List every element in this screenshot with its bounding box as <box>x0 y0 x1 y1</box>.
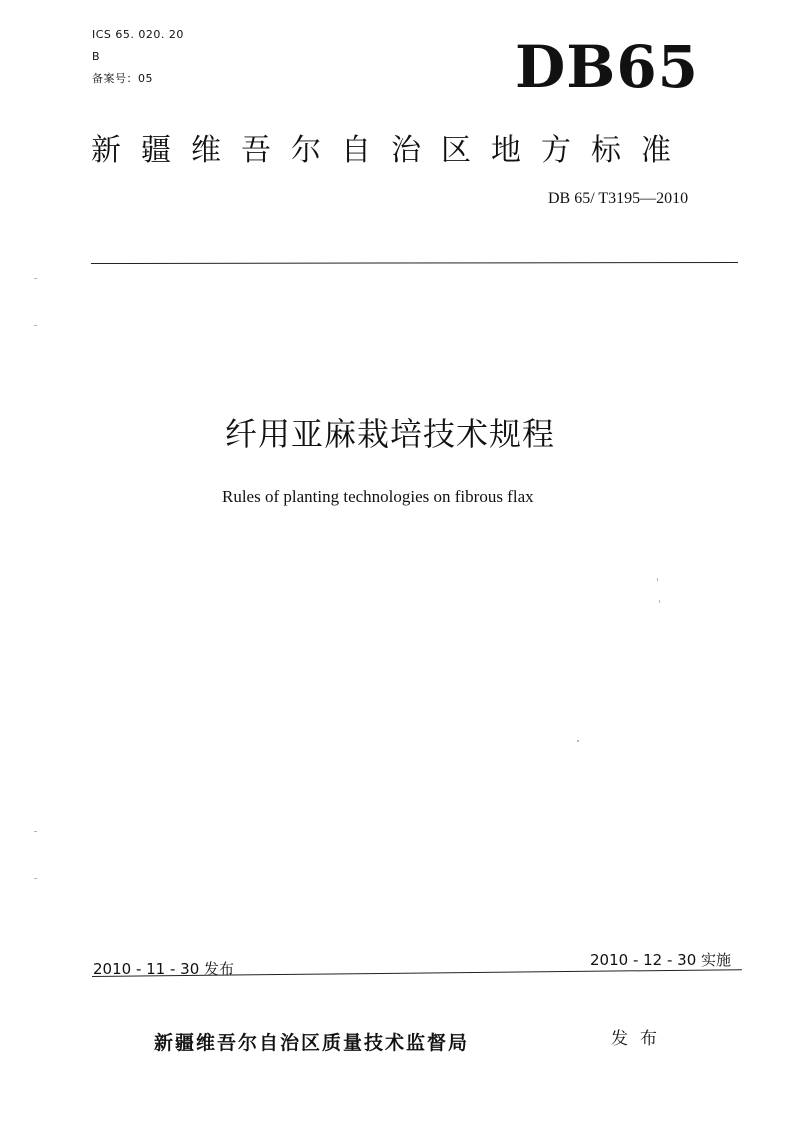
issue-label: 发布 <box>611 1029 669 1049</box>
scan-speck <box>34 878 37 879</box>
top-divider <box>91 262 738 264</box>
scan-speck <box>577 740 579 742</box>
scan-speck <box>659 600 660 603</box>
scan-speck <box>34 325 37 326</box>
scan-speck <box>34 831 37 832</box>
classification-code: B <box>92 50 101 63</box>
issue-date: 2010 - 11 - 30 发布 <box>93 960 235 978</box>
implementation-date: 2010 - 12 - 30 实施 <box>590 951 732 969</box>
standard-number: DB 65/ T3195—2010 <box>548 190 689 207</box>
record-number: 备案号：05 <box>92 72 153 85</box>
scan-speck <box>34 278 37 279</box>
db-logo: DB65 <box>515 33 700 101</box>
document-title-chinese: 纤用亚麻栽培技术规程 <box>225 415 556 453</box>
ics-code: ICS 65. 020. 20 <box>92 28 184 41</box>
scan-speck <box>657 578 658 581</box>
standard-type-heading: 新疆维吾尔自治区地方标准 <box>91 133 691 168</box>
document-title-english: Rules of planting technologies on fibrous flax <box>222 487 534 506</box>
issuing-authority: 新疆维吾尔自治区质量技术监督局 <box>154 1032 470 1054</box>
